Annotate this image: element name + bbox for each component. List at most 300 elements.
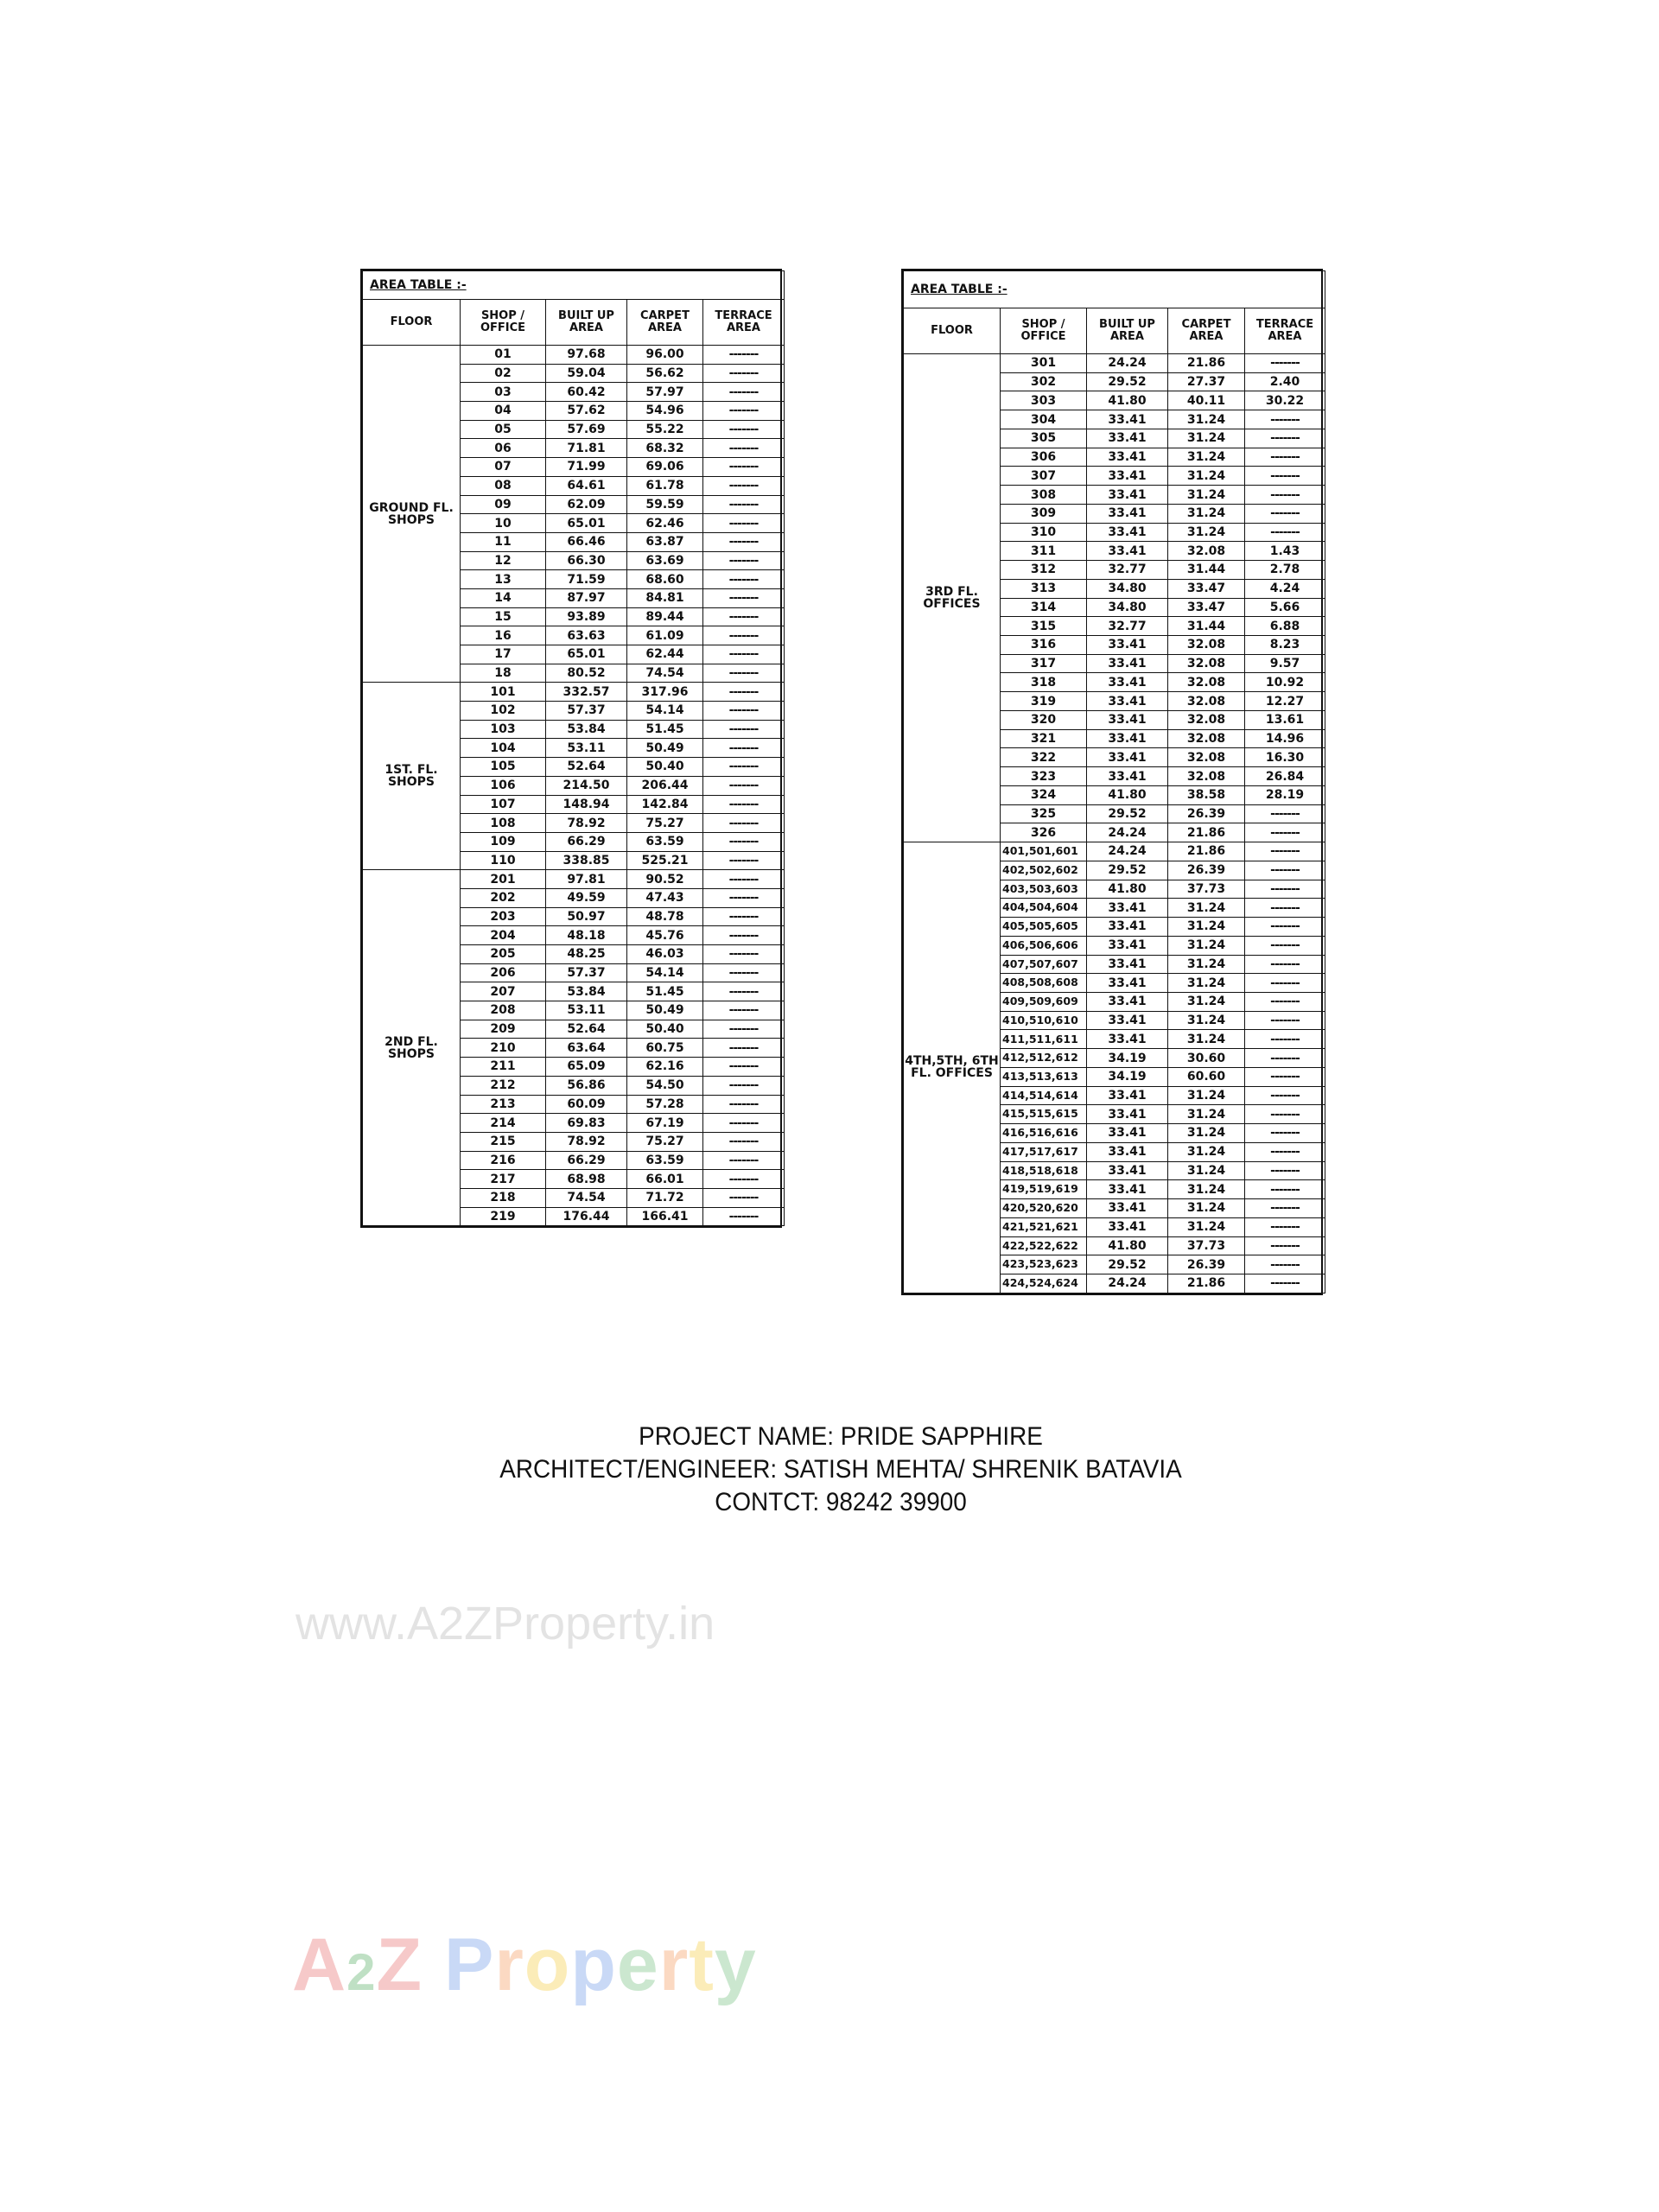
carpet-area: 31.24	[1168, 1124, 1245, 1143]
terrace-area: 12.27	[1245, 692, 1325, 711]
terrace-area: -------	[1245, 974, 1325, 993]
carpet-area: 46.03	[627, 945, 703, 964]
built-up-area: 33.41	[1087, 467, 1168, 486]
terrace-area: -------	[703, 702, 785, 721]
carpet-area: 142.84	[627, 795, 703, 814]
built-up-area: 69.83	[546, 1114, 627, 1133]
unit-number: 207	[461, 982, 546, 1001]
terrace-area: -------	[703, 1001, 785, 1020]
unit-number: 216	[461, 1151, 546, 1170]
terrace-area: -------	[1245, 899, 1325, 918]
carpet-area: 31.24	[1168, 1105, 1245, 1124]
carpet-area: 31.24	[1168, 1011, 1245, 1030]
terrace-area: 9.57	[1245, 654, 1325, 673]
terrace-area: -------	[703, 346, 785, 365]
column-header: SHOP / OFFICE	[461, 300, 546, 346]
built-up-area: 33.41	[1087, 1199, 1168, 1218]
carpet-area: 31.24	[1168, 504, 1245, 523]
carpet-area: 62.16	[627, 1058, 703, 1077]
built-up-area: 65.01	[546, 514, 627, 533]
terrace-area: 10.92	[1245, 673, 1325, 692]
unit-number: 105	[461, 758, 546, 777]
built-up-area: 29.52	[1087, 372, 1168, 391]
built-up-area: 66.46	[546, 532, 627, 551]
terrace-area: -------	[703, 720, 785, 739]
unit-number: 318	[1001, 673, 1087, 692]
unit-number: 309	[1001, 504, 1087, 523]
carpet-area: 60.75	[627, 1039, 703, 1058]
terrace-area: -------	[703, 814, 785, 833]
unit-number: 403,503,603	[1001, 880, 1087, 899]
unit-number: 212	[461, 1076, 546, 1095]
built-up-area: 33.41	[1087, 1180, 1168, 1199]
terrace-area: -------	[703, 963, 785, 982]
built-up-area: 33.41	[1087, 410, 1168, 429]
built-up-area: 63.63	[546, 626, 627, 645]
logo-letter: A	[292, 1923, 347, 2006]
built-up-area: 60.42	[546, 383, 627, 402]
built-up-area: 74.54	[546, 1188, 627, 1207]
terrace-area: -------	[1245, 1011, 1325, 1030]
column-header: BUILT UP AREA	[1087, 308, 1168, 354]
carpet-area: 63.59	[627, 832, 703, 851]
built-up-area: 33.41	[1087, 542, 1168, 561]
unit-number: 417,517,617	[1001, 1142, 1087, 1161]
terrace-area: -------	[703, 1207, 785, 1226]
carpet-area: 26.39	[1168, 804, 1245, 823]
built-up-area: 33.41	[1087, 692, 1168, 711]
unit-number: 301	[1001, 354, 1087, 373]
built-up-area: 60.09	[546, 1095, 627, 1114]
unit-number: 311	[1001, 542, 1087, 561]
built-up-area: 32.77	[1087, 561, 1168, 580]
built-up-area: 33.41	[1087, 992, 1168, 1011]
carpet-area: 31.24	[1168, 899, 1245, 918]
carpet-area: 27.37	[1168, 372, 1245, 391]
terrace-area: -------	[1245, 992, 1325, 1011]
built-up-area: 214.50	[546, 776, 627, 795]
column-header: FLOOR	[363, 300, 461, 346]
terrace-area: -------	[1245, 429, 1325, 448]
terrace-area: -------	[703, 607, 785, 626]
built-up-area: 87.97	[546, 588, 627, 607]
carpet-area: 31.24	[1168, 429, 1245, 448]
terrace-area: -------	[1245, 1274, 1325, 1293]
terrace-area: -------	[703, 1151, 785, 1170]
unit-number: 205	[461, 945, 546, 964]
carpet-area: 32.08	[1168, 710, 1245, 729]
terrace-area: -------	[1245, 354, 1325, 373]
unit-number: 411,511,611	[1001, 1030, 1087, 1049]
terrace-area: -------	[1245, 1030, 1325, 1049]
built-up-area: 71.59	[546, 570, 627, 589]
terrace-area: -------	[703, 926, 785, 945]
built-up-area: 338.85	[546, 851, 627, 870]
floor-label: GROUND FL. SHOPS	[363, 346, 461, 683]
terrace-area: -------	[1245, 1049, 1325, 1068]
unit-number: 16	[461, 626, 546, 645]
unit-number: 413,513,613	[1001, 1067, 1087, 1086]
logo-letter: y	[714, 1923, 757, 2006]
unit-number: 203	[461, 907, 546, 926]
terrace-area: -------	[1245, 955, 1325, 974]
carpet-area: 62.44	[627, 645, 703, 664]
built-up-area: 33.41	[1087, 767, 1168, 786]
terrace-area: 2.40	[1245, 372, 1325, 391]
carpet-area: 63.87	[627, 532, 703, 551]
built-up-area: 29.52	[1087, 861, 1168, 880]
unit-number: 408,508,608	[1001, 974, 1087, 993]
unit-number: 422,522,622	[1001, 1236, 1087, 1255]
terrace-area: -------	[703, 402, 785, 421]
terrace-area: 6.88	[1245, 617, 1325, 636]
column-header: CARPET AREA	[627, 300, 703, 346]
carpet-area: 61.78	[627, 476, 703, 495]
column-header: TERRACE AREA	[703, 300, 785, 346]
built-up-area: 41.80	[1087, 880, 1168, 899]
carpet-area: 89.44	[627, 607, 703, 626]
carpet-area: 54.14	[627, 702, 703, 721]
carpet-area: 96.00	[627, 346, 703, 365]
carpet-area: 26.39	[1168, 1255, 1245, 1274]
built-up-area: 52.64	[546, 1020, 627, 1039]
unit-number: 218	[461, 1188, 546, 1207]
table-row	[363, 870, 785, 889]
carpet-area: 33.47	[1168, 598, 1245, 617]
terrace-area: -------	[703, 364, 785, 383]
terrace-area: -------	[703, 1170, 785, 1189]
terrace-area: -------	[703, 945, 785, 964]
watermark-url: www.A2ZProperty.in	[296, 1598, 715, 1649]
built-up-area: 68.98	[546, 1170, 627, 1189]
terrace-area: -------	[1245, 861, 1325, 880]
unit-number: 08	[461, 476, 546, 495]
built-up-area: 33.41	[1087, 1105, 1168, 1124]
built-up-area: 56.86	[546, 1076, 627, 1095]
built-up-area: 33.41	[1087, 429, 1168, 448]
unit-number: 326	[1001, 823, 1087, 842]
unit-number: 410,510,610	[1001, 1011, 1087, 1030]
carpet-area: 21.86	[1168, 354, 1245, 373]
unit-number: 201	[461, 870, 546, 889]
unit-number: 317	[1001, 654, 1087, 673]
unit-number: 14	[461, 588, 546, 607]
carpet-area: 31.24	[1168, 1030, 1245, 1049]
built-up-area: 33.41	[1087, 918, 1168, 937]
table-row	[904, 842, 1325, 861]
built-up-area: 57.62	[546, 402, 627, 421]
built-up-area: 57.69	[546, 420, 627, 439]
column-header: FLOOR	[904, 308, 1001, 354]
unit-number: 07	[461, 458, 546, 477]
carpet-area: 66.01	[627, 1170, 703, 1189]
carpet-area: 30.60	[1168, 1049, 1245, 1068]
unit-number: 03	[461, 383, 546, 402]
terrace-area: -------	[1245, 1105, 1325, 1124]
terrace-area: -------	[703, 458, 785, 477]
terrace-area: -------	[1245, 1067, 1325, 1086]
carpet-area: 48.78	[627, 907, 703, 926]
unit-number: 316	[1001, 636, 1087, 655]
terrace-area: 30.22	[1245, 391, 1325, 410]
header-row	[363, 300, 785, 346]
carpet-area: 31.24	[1168, 410, 1245, 429]
floor-label: 4TH,5TH, 6TH FL. OFFICES	[904, 842, 1001, 1294]
carpet-area: 40.11	[1168, 391, 1245, 410]
unit-number: 407,507,607	[1001, 955, 1087, 974]
carpet-area: 32.08	[1168, 729, 1245, 748]
terrace-area: -------	[703, 758, 785, 777]
built-up-area: 33.41	[1087, 974, 1168, 993]
terrace-area: -------	[1245, 918, 1325, 937]
terrace-area: -------	[703, 383, 785, 402]
built-up-area: 33.41	[1087, 504, 1168, 523]
built-up-area: 57.37	[546, 963, 627, 982]
built-up-area: 33.41	[1087, 1124, 1168, 1143]
unit-number: 320	[1001, 710, 1087, 729]
unit-number: 204	[461, 926, 546, 945]
built-up-area: 59.04	[546, 364, 627, 383]
table-row	[363, 683, 785, 702]
unit-number: 110	[461, 851, 546, 870]
carpet-area: 71.72	[627, 1188, 703, 1207]
unit-number: 305	[1001, 429, 1087, 448]
unit-number: 313	[1001, 579, 1087, 598]
unit-number: 409,509,609	[1001, 992, 1087, 1011]
unit-number: 307	[1001, 467, 1087, 486]
unit-number: 10	[461, 514, 546, 533]
terrace-area: -------	[703, 739, 785, 758]
built-up-area: 33.41	[1087, 523, 1168, 542]
unit-number: 09	[461, 495, 546, 514]
carpet-area: 37.73	[1168, 880, 1245, 899]
carpet-area: 59.59	[627, 495, 703, 514]
built-up-area: 32.77	[1087, 617, 1168, 636]
built-up-area: 34.80	[1087, 598, 1168, 617]
terrace-area: 13.61	[1245, 710, 1325, 729]
built-up-area: 64.61	[546, 476, 627, 495]
unit-number: 12	[461, 551, 546, 570]
logo-letter	[423, 1923, 444, 2006]
terrace-area: -------	[703, 1188, 785, 1207]
built-up-area: 33.41	[1087, 748, 1168, 767]
terrace-area: -------	[703, 1058, 785, 1077]
terrace-area: -------	[703, 776, 785, 795]
terrace-area: -------	[703, 476, 785, 495]
carpet-area: 31.24	[1168, 486, 1245, 505]
built-up-area: 33.41	[1087, 955, 1168, 974]
carpet-area: 56.62	[627, 364, 703, 383]
project-name: PROJECT NAME: PRIDE SAPPHIRE	[639, 1422, 1043, 1451]
carpet-area: 68.32	[627, 439, 703, 458]
terrace-area: 1.43	[1245, 542, 1325, 561]
floor-label: 1ST. FL. SHOPS	[363, 683, 461, 870]
unit-number: 06	[461, 439, 546, 458]
unit-number: 210	[461, 1039, 546, 1058]
terrace-area: -------	[1245, 1142, 1325, 1161]
terrace-area: -------	[1245, 842, 1325, 861]
terrace-area: -------	[703, 420, 785, 439]
carpet-area: 317.96	[627, 683, 703, 702]
carpet-area: 68.60	[627, 570, 703, 589]
logo-letter: o	[524, 1923, 571, 2006]
terrace-area: -------	[703, 532, 785, 551]
contact: CONTCT: 98242 39900	[715, 1488, 967, 1516]
unit-number: 109	[461, 832, 546, 851]
terrace-area: 4.24	[1245, 579, 1325, 598]
terrace-area: -------	[703, 982, 785, 1001]
built-up-area: 34.80	[1087, 579, 1168, 598]
terrace-area: -------	[1245, 936, 1325, 955]
built-up-area: 34.19	[1087, 1049, 1168, 1068]
unit-number: 302	[1001, 372, 1087, 391]
unit-number: 103	[461, 720, 546, 739]
area-table-shops	[360, 269, 782, 1228]
carpet-area: 31.24	[1168, 918, 1245, 937]
unit-number: 419,519,619	[1001, 1180, 1087, 1199]
unit-number: 18	[461, 664, 546, 683]
unit-number: 405,505,605	[1001, 918, 1087, 937]
unit-number: 01	[461, 346, 546, 365]
unit-number: 322	[1001, 748, 1087, 767]
carpet-area: 33.47	[1168, 579, 1245, 598]
terrace-area: -------	[1245, 1236, 1325, 1255]
carpet-area: 50.40	[627, 758, 703, 777]
terrace-area: -------	[703, 1076, 785, 1095]
unit-number: 208	[461, 1001, 546, 1020]
unit-number: 11	[461, 532, 546, 551]
unit-number: 312	[1001, 561, 1087, 580]
unit-number: 325	[1001, 804, 1087, 823]
carpet-area: 525.21	[627, 851, 703, 870]
built-up-area: 53.11	[546, 1001, 627, 1020]
carpet-area: 50.49	[627, 739, 703, 758]
terrace-area: -------	[1245, 523, 1325, 542]
carpet-area: 51.45	[627, 982, 703, 1001]
built-up-area: 33.41	[1087, 899, 1168, 918]
terrace-area: 14.96	[1245, 729, 1325, 748]
logo-letter: e	[616, 1923, 659, 2006]
carpet-area: 31.24	[1168, 974, 1245, 993]
carpet-area: 21.86	[1168, 842, 1245, 861]
logo-letter: t	[689, 1923, 715, 2006]
terrace-area: -------	[703, 907, 785, 926]
carpet-area: 31.24	[1168, 1217, 1245, 1236]
unit-number: 418,518,618	[1001, 1161, 1087, 1180]
table-title: AREA TABLE :-	[904, 271, 1325, 308]
terrace-area: -------	[1245, 486, 1325, 505]
terrace-area: -------	[703, 1020, 785, 1039]
unit-number: 406,506,606	[1001, 936, 1087, 955]
column-header: BUILT UP AREA	[546, 300, 627, 346]
built-up-area: 52.64	[546, 758, 627, 777]
terrace-area: -------	[703, 588, 785, 607]
logo-letter: r	[658, 1923, 690, 2006]
built-up-area: 62.09	[546, 495, 627, 514]
terrace-area: -------	[1245, 880, 1325, 899]
carpet-area: 67.19	[627, 1114, 703, 1133]
terrace-area: -------	[1245, 1124, 1325, 1143]
terrace-area: -------	[1245, 448, 1325, 467]
built-up-area: 53.11	[546, 739, 627, 758]
carpet-area: 31.24	[1168, 992, 1245, 1011]
built-up-area: 33.41	[1087, 486, 1168, 505]
unit-number: 106	[461, 776, 546, 795]
built-up-area: 148.94	[546, 795, 627, 814]
terrace-area: -------	[1245, 1180, 1325, 1199]
unit-number: 401,501,601	[1001, 842, 1087, 861]
carpet-area: 54.50	[627, 1076, 703, 1095]
unit-number: 108	[461, 814, 546, 833]
carpet-area: 31.24	[1168, 1199, 1245, 1218]
unit-number: 05	[461, 420, 546, 439]
built-up-area: 332.57	[546, 683, 627, 702]
built-up-area: 176.44	[546, 1207, 627, 1226]
carpet-area: 31.24	[1168, 1086, 1245, 1105]
unit-number: 214	[461, 1114, 546, 1133]
built-up-area: 53.84	[546, 720, 627, 739]
terrace-area: -------	[1245, 1217, 1325, 1236]
unit-number: 219	[461, 1207, 546, 1226]
logo-letter: r	[494, 1923, 524, 2006]
terrace-area: -------	[1245, 1199, 1325, 1218]
carpet-area: 38.58	[1168, 785, 1245, 804]
built-up-area: 41.80	[1087, 785, 1168, 804]
carpet-area: 47.43	[627, 888, 703, 907]
carpet-area: 37.73	[1168, 1236, 1245, 1255]
unit-number: 323	[1001, 767, 1087, 786]
built-up-area: 65.01	[546, 645, 627, 664]
logo-letter: P	[443, 1923, 495, 2006]
carpet-area: 31.24	[1168, 955, 1245, 974]
carpet-area: 32.08	[1168, 748, 1245, 767]
built-up-area: 49.59	[546, 888, 627, 907]
built-up-area: 97.81	[546, 870, 627, 889]
unit-number: 412,512,612	[1001, 1049, 1087, 1068]
a2z-property-logo	[292, 1923, 757, 2008]
built-up-area: 66.29	[546, 1151, 627, 1170]
unit-number: 324	[1001, 785, 1087, 804]
terrace-area: -------	[703, 832, 785, 851]
built-up-area: 66.29	[546, 832, 627, 851]
built-up-area: 80.52	[546, 664, 627, 683]
carpet-area: 32.08	[1168, 636, 1245, 655]
carpet-area: 32.08	[1168, 542, 1245, 561]
carpet-area: 166.41	[627, 1207, 703, 1226]
unit-number: 402,502,602	[1001, 861, 1087, 880]
carpet-area: 75.27	[627, 814, 703, 833]
terrace-area: 8.23	[1245, 636, 1325, 655]
built-up-area: 71.99	[546, 458, 627, 477]
floor-label: 2ND FL. SHOPS	[363, 870, 461, 1226]
terrace-area: -------	[703, 1039, 785, 1058]
carpet-area: 57.28	[627, 1095, 703, 1114]
built-up-area: 33.41	[1087, 1011, 1168, 1030]
carpet-area: 69.06	[627, 458, 703, 477]
built-up-area: 50.97	[546, 907, 627, 926]
carpet-area: 32.08	[1168, 673, 1245, 692]
built-up-area: 53.84	[546, 982, 627, 1001]
logo-letter: p	[570, 1923, 617, 2006]
column-header: CARPET AREA	[1168, 308, 1245, 354]
logo-letter: Z	[376, 1923, 423, 2006]
unit-number: 404,504,604	[1001, 899, 1087, 918]
unit-number: 215	[461, 1132, 546, 1151]
carpet-area: 74.54	[627, 664, 703, 683]
unit-number: 423,523,623	[1001, 1255, 1087, 1274]
terrace-area: 28.19	[1245, 785, 1325, 804]
terrace-area: -------	[703, 851, 785, 870]
